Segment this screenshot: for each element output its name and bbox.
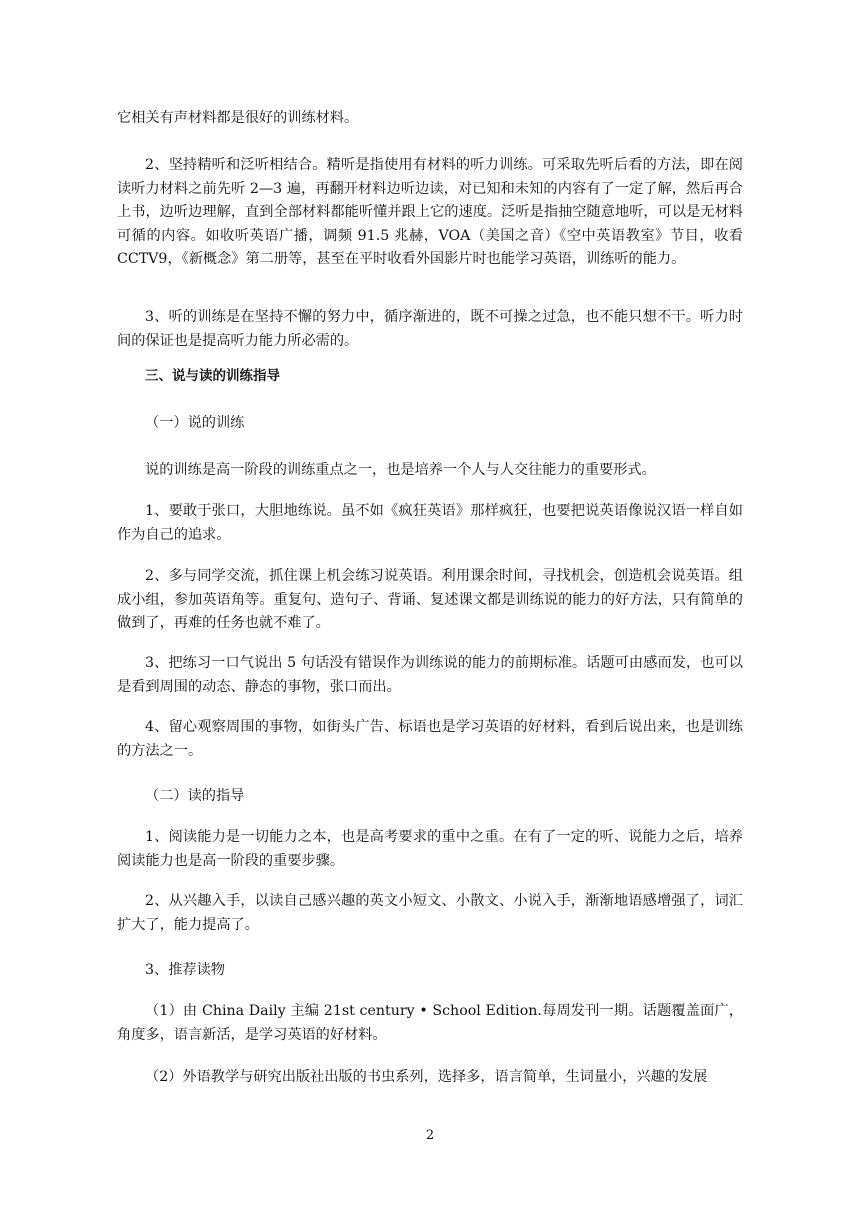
paragraph-reading-1: 1、阅读能力是一切能力之本，也是高考要求的重中之重。在有了一定的听、说能力之后，培养阅读能力也是高一阶段的重要步骤。 <box>117 829 743 869</box>
subsection-reading: （二）读的指导 <box>145 788 245 804</box>
paragraph-continuation: 它相关有声材料都是很好的训练材料。 <box>117 110 359 126</box>
paragraph-listening-2: 2、坚持精听和泛听相结合。精听是指使用有材料的听力训练。可采取先听后看的方法，即在阅读听力材料之前先听 2—3 遍，再翻开材料边听边读，对已知和未知的内容有了一定了解，然后再合上书，边听边理解，直到全部材料都能听懂并跟上它的速度。泛听是指抽空随意地听，可以是无材料可循的内容。如收听英语广播，调频 91.5 兆赫，VOA（美国之音）《空中英语教室》节目，收看 CCTV9，《新概念》第二册等，甚至在平时收看外国影片时也能学习英语，训练听的能力。 <box>117 157 743 267</box>
paragraph-speaking-1: 1、要敢于张口，大胆地练说。虽不如《疯狂英语》那样疯狂，也要把说英语像说汉语一样自如作为自己的追求。 <box>117 503 743 543</box>
subsection-speaking: （一）说的训练 <box>145 415 245 431</box>
paragraph-speaking-3: 3、把练习一口气说出 5 句话没有错误作为训练说的能力的前期标准。话题可由感而发，也可以是看到周围的动态、静态的事物，张口而出。 <box>117 655 743 695</box>
page-number: 2 <box>425 1128 435 1143</box>
paragraph-speaking-4: 4、留心观察周围的事物，如街头广告、标语也是学习英语的好材料，看到后说出来，也是训练的方法之一。 <box>117 719 743 759</box>
paragraph-reading-3-1: （1）由 China Daily 主编 21st century • School Edition.每周发刊一期。话题覆盖面广，角度多，语言新活，是学习英语的好材料。 <box>117 1003 743 1043</box>
paragraph-speaking-2: 2、多与同学交流，抓住课上机会练习说英语。利用课余时间，寻找机会，创造机会说英语。组成小组，参加英语角等。重复句、造句子、背诵、复述课文都是训练说的能力的好方法，只有简单的做到了，再难的任务也就不难了。 <box>117 568 743 631</box>
section-heading: 三、说与读的训练指导 <box>145 368 280 384</box>
paragraph-speaking-intro: 说的训练是高一阶段的训练重点之一，也是培养一个人与人交往能力的重要形式。 <box>145 462 656 478</box>
paragraph-listening-3: 3、听的训练是在坚持不懈的努力中，循序渐进的，既不可操之过急，也不能只想不干。听力时间的保证也是提高听力能力所必需的。 <box>117 309 743 349</box>
paragraph-reading-3: 3、推荐读物 <box>145 962 225 978</box>
paragraph-reading-2: 2、从兴趣入手，以读自己感兴趣的英文小短文、小散文、小说入手，渐渐地语感增强了，词汇扩大了，能力提高了。 <box>117 893 743 933</box>
paragraph-reading-3-2: （2）外语教学与研究出版社出版的书虫系列，选择多，语言简单，生词量小，兴趣的发展 <box>145 1069 708 1085</box>
